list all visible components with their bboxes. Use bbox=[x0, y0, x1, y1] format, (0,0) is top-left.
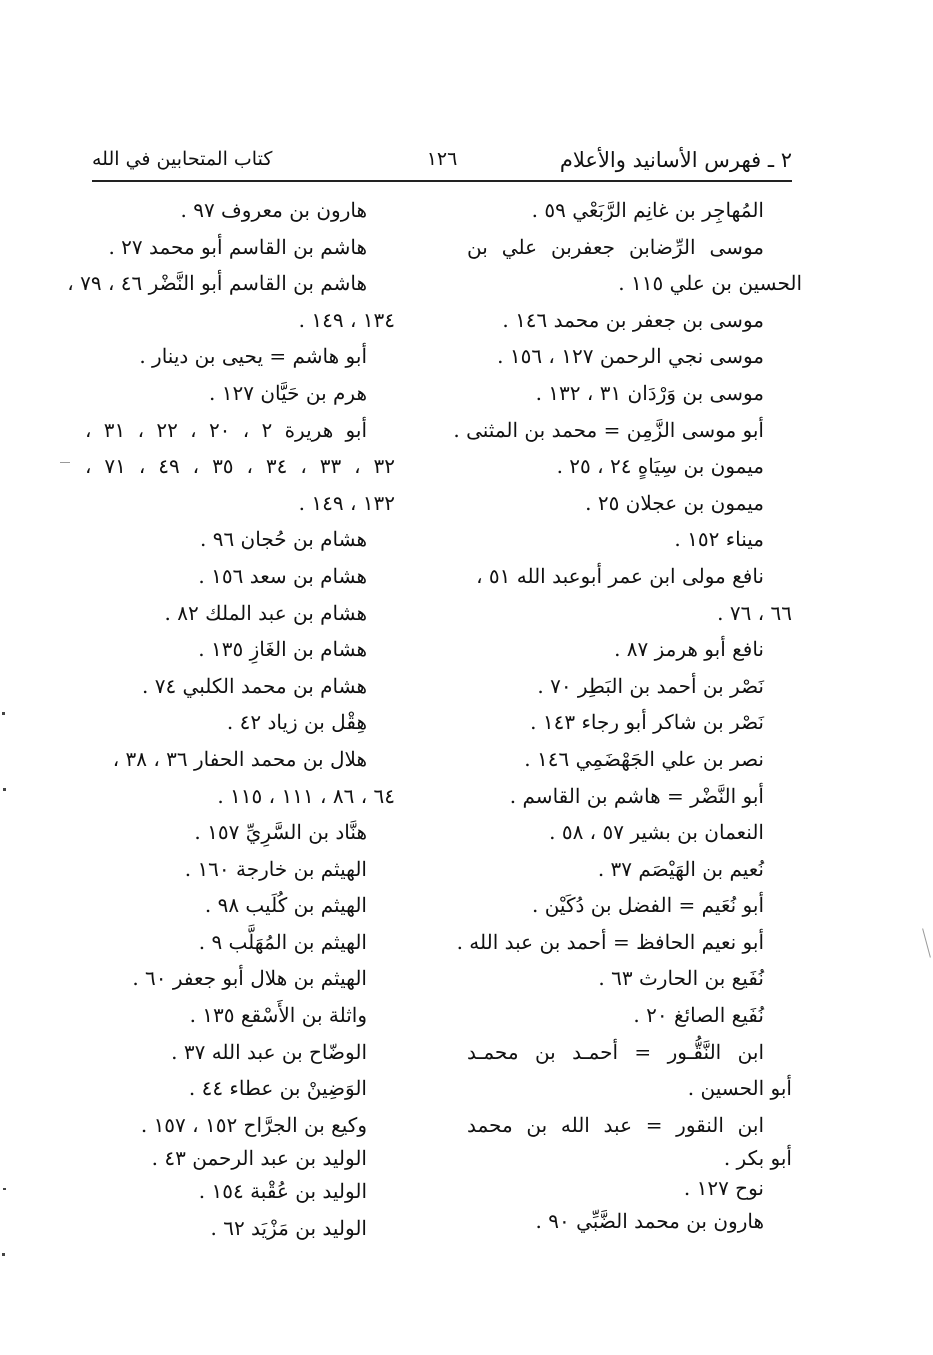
index-entry: موسى بن وَرْدَان ٣١ ، ١٣٢ . bbox=[535, 380, 764, 405]
index-entry: موسى الرِّضابن جعفربن علي بن bbox=[467, 234, 764, 259]
index-entry-continuation: أبو بكر . bbox=[723, 1146, 792, 1171]
index-entry: نَصْر بن أحمد بن البَطِر ٧٠ . bbox=[537, 673, 764, 698]
index-entry: هشام بن عبد الملك ٨٢ . bbox=[164, 600, 367, 625]
index-entry: ميمون بن عجلان ٢٥ . bbox=[585, 490, 764, 515]
index-entry-continuation: ٦٤ ، ٨٦ ، ١١١ ، ١١٥ . bbox=[217, 783, 395, 808]
index-entry: النعمان بن بشير ٥٧ ، ٥٨ . bbox=[549, 820, 764, 845]
index-entry: نُفَيع الصائغ ٢٠ . bbox=[633, 1003, 764, 1028]
index-entry: هلال بن محمد الحفار ٣٦ ، ٣٨ ، bbox=[112, 746, 367, 771]
index-entry: نافع مولى ابن عمر أبوعبد الله ٥١ ، bbox=[476, 563, 764, 588]
scan-speck bbox=[2, 1253, 5, 1256]
index-entry: ميناء ١٥٢ . bbox=[674, 527, 764, 552]
index-entry: هارون بن محمد الضَّبِّي ٩٠ . bbox=[535, 1209, 764, 1234]
index-column-left bbox=[67, 192, 396, 1247]
index-entry: هاشم بن القاسم أبو النَّضْر ٤٦ ، ٧٩ ، bbox=[67, 271, 367, 296]
index-entry: نَصْر بن شاكر أبو رجاء ١٤٣ . bbox=[530, 710, 764, 735]
index-entry: الوليد بن عُقْبة ١٥٤ . bbox=[198, 1179, 367, 1204]
index-entry-continuation: ٦٦ ، ٧٦ . bbox=[717, 600, 792, 625]
index-entry: هشام بن حُجان ٩٦ . bbox=[200, 527, 367, 552]
index-entry: أبو نُعَيم = الفضل بن دُكَيْن . bbox=[531, 893, 764, 918]
scan-speck bbox=[3, 1188, 6, 1190]
index-entry: المُهاجِر بن غانِم الرَّبَعْي ٥٩ . bbox=[531, 198, 764, 222]
section-title: ٢ ـ فهرس الأسانيد والأعلام bbox=[559, 148, 792, 172]
scan-speck bbox=[60, 462, 70, 463]
index-entry: هرم بن حَيَّان ١٢٧ . bbox=[209, 380, 367, 405]
index-entry: الوَضِينْ بن عطاء ٤٤ . bbox=[188, 1076, 367, 1101]
index-entry-continuation: ٣٢ ، ٣٣ ، ٣٤ ، ٣٥ ، ٤٩ ، ٧١ ، bbox=[85, 454, 396, 479]
book-title: كتاب المتحابين في الله bbox=[92, 148, 273, 170]
index-entry: أبو هاشم = يحيى بن دينار . bbox=[139, 344, 367, 369]
index-entry: نصر بن علي الجَهْضَمِي ١٤٦ . bbox=[524, 746, 764, 771]
index-entry: هِقْل بن زياد ٤٢ . bbox=[226, 710, 367, 735]
page-number: ١٢٦ bbox=[426, 148, 458, 170]
index-entry: هشام بن محمد الكلبي ٧٤ . bbox=[142, 673, 367, 698]
index-entry: الهيثم بن المُهَلَّب ٩ . bbox=[198, 929, 367, 954]
index-entry: نافع أبو هرمز ٨٧ . bbox=[614, 637, 764, 662]
index-entry: الوليد بن مَزْيَد ٦٢ . bbox=[210, 1216, 367, 1241]
index-entry: أبو نعيم الحافظ = أحمد بن عبد الله . bbox=[456, 929, 764, 954]
index-entry: هشام بن الغَازِ ١٣٥ . bbox=[198, 637, 367, 662]
index-entry: ميمون بن سِيَاهٍ ٢٤ ، ٢٥ . bbox=[556, 454, 764, 479]
index-entry: نُعيم بن الهَيْصَم ٣٧ . bbox=[597, 856, 764, 881]
index-entry: الوضّاح بن عبد الله ٣٧ . bbox=[171, 1039, 367, 1064]
scan-speck bbox=[3, 788, 6, 791]
index-entry: واثلة بن الأَسْقع ١٣٥ . bbox=[189, 1003, 367, 1028]
index-entry: هشام بن سعد ١٥٦ . bbox=[198, 563, 367, 588]
index-entry: أبو موسى الزَّمِن = محمد بن المثنى . bbox=[453, 417, 764, 442]
index-entry: هاشم بن القاسم أبو محمد ٢٧ . bbox=[108, 234, 367, 259]
index-entry: نوح ١٢٧ . bbox=[683, 1176, 764, 1201]
scan-speck bbox=[2, 712, 5, 715]
index-entry-continuation: أبو الحسين . bbox=[687, 1076, 792, 1101]
index-entry: الهيثم بن كُلَيب ٩٨ . bbox=[204, 893, 367, 918]
index-entry: نُفَيع بن الحارث ٦٣ . bbox=[598, 966, 764, 991]
index-entry: الوليد بن عبد الرحمن ٤٣ . bbox=[151, 1146, 367, 1171]
index-entry: موسى بن جعفر بن محمد ١٤٦ . bbox=[502, 307, 764, 332]
index-entry: أبو النَّضْر = هاشم بن القاسم . bbox=[509, 783, 764, 808]
index-entry: أبو هريرة ٢ ، ٢٠ ، ٢٢ ، ٣١ ، bbox=[85, 417, 368, 442]
index-entry-continuation: ١٣٢ ، ١٤٩ . bbox=[298, 490, 395, 515]
index-entry: الهيثم بن هلال أبو جعفر ٦٠ . bbox=[132, 966, 367, 991]
header-rule bbox=[92, 180, 792, 182]
index-entry: ابن النَّقُّـور = أحمـد بن محمـد bbox=[467, 1039, 764, 1064]
index-entry: هنَّاد بن السَّرِيِّ ١٥٧ . bbox=[194, 820, 367, 845]
index-column-right bbox=[453, 192, 802, 1240]
index-entry-continuation: ١٣٤ ، ١٤٩ . bbox=[298, 307, 395, 332]
running-header bbox=[92, 140, 792, 180]
index-entry-continuation: الحسين بن علي ١١٥ . bbox=[618, 271, 802, 296]
index-entry: موسى نجي الرحمن ١٢٧ ، ١٥٦ . bbox=[497, 344, 764, 369]
index-entry: ابن النقور = عبد الله بن محمد bbox=[467, 1112, 764, 1137]
index-entry: هارون بن معروف ٩٧ . bbox=[180, 198, 367, 222]
scan-speck bbox=[922, 928, 931, 957]
index-entry: وكيع بن الجرَّاح ١٥٢ ، ١٥٧ . bbox=[140, 1112, 367, 1137]
index-entry: الهيثم بن خارجة ١٦٠ . bbox=[184, 856, 367, 881]
